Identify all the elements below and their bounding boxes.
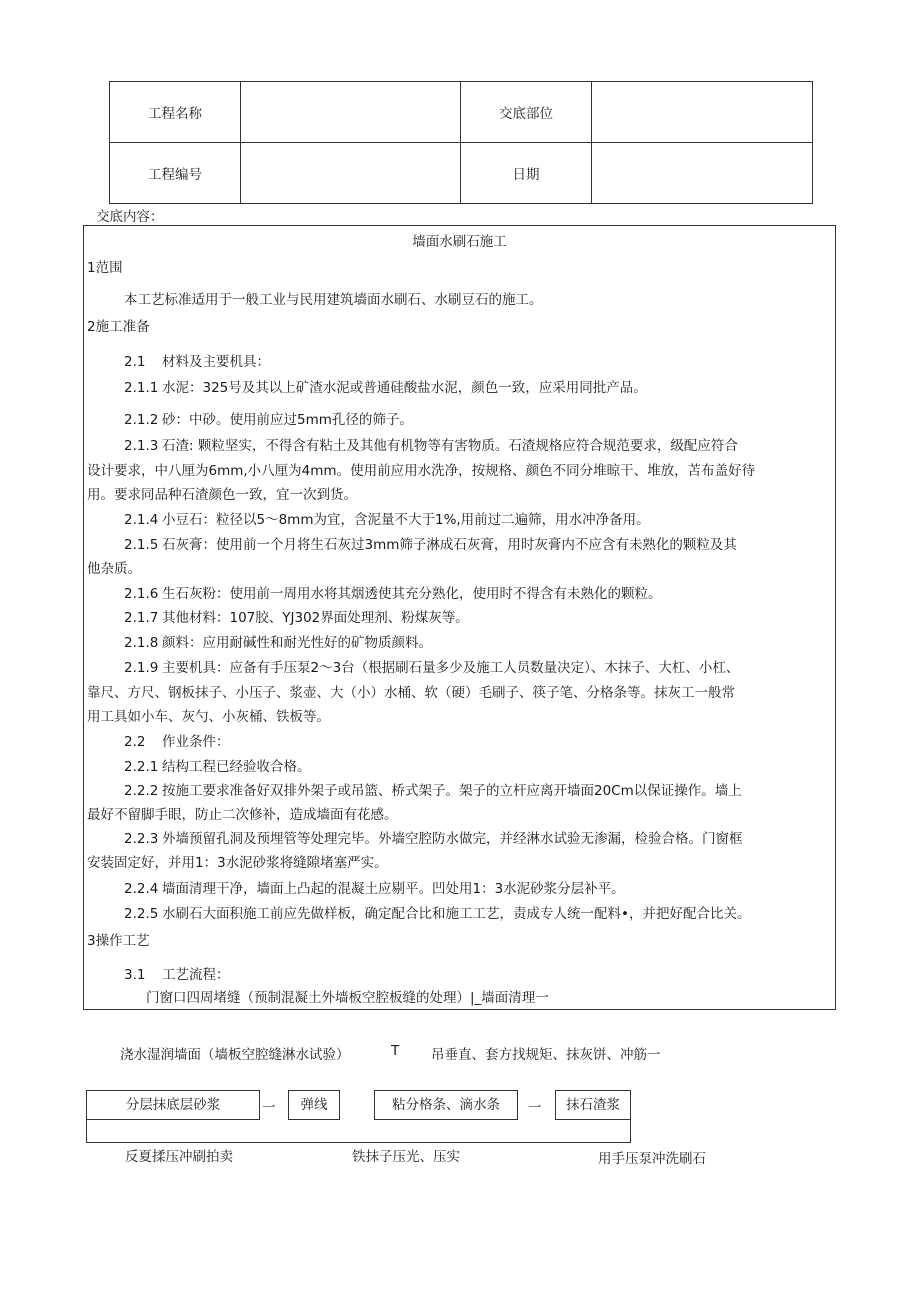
item-2-1-3-line3: 用。要求同品种石渣颜色一致，宜一次到货。 [87, 487, 357, 503]
header-table [109, 81, 813, 204]
item-text: 生石灰粉：使用前一周用水将其烟透使其充分熟化，使用时不得含有未熟化的颗粒。 [162, 586, 662, 602]
section-1-heading: 1范围 [87, 260, 123, 276]
flow-box-base-coat: 分层抹底层砂浆 [86, 1090, 260, 1120]
project-no-value [241, 143, 461, 204]
item-2-1-9 [124, 658, 739, 678]
project-no-label: 工程编号 [110, 143, 241, 204]
date-value [592, 143, 813, 204]
item-2-1-9-line3: 用工具如小车、灰勺、小灰桶、铁板等。 [87, 709, 330, 725]
item-text: 结构工程已经验收合格。 [162, 759, 311, 775]
item-number: 2.1.4 [124, 512, 159, 528]
item-2-2-2-line2: 最好不留脚手眼，防止二次修补，造成墙面有花感。 [87, 807, 398, 823]
item-number: 2.1.6 [124, 586, 159, 602]
item-2-2-5 [124, 904, 750, 924]
item-text: 水泥：325号及其以上矿渣水泥或普通硅酸盐水泥，颜色一致，应采用同批产品。 [162, 380, 647, 396]
flow-step-press: 反夏揉压冲刷拍卖 [125, 1149, 233, 1165]
section-2-heading: 2施工准备 [87, 319, 150, 335]
flow-box-snap-line: 弹线 [288, 1090, 340, 1120]
item-2-2-3 [124, 829, 743, 849]
item-text: 颜料：应用耐碱性和耐光性好的矿物质颜料。 [162, 635, 432, 651]
date-label: 日期 [461, 143, 592, 204]
item-number: 2.1 [124, 354, 146, 370]
flow-step-trowel: 铁抹子压光、压实 [352, 1149, 460, 1165]
item-number: 3.1 [124, 967, 146, 983]
doc-title: 墙面水刷石施工 [412, 234, 507, 250]
flow-dash: 一 [262, 1100, 276, 1116]
flow-arrow: T [391, 1043, 400, 1059]
flow-step-wet-wall: 浇水湿润墙面（墙板空腔缝淋水试验） [120, 1047, 350, 1063]
item-number: 2.1.3 [124, 438, 159, 454]
item-text: 墙面清理干净，墙面上凸起的混凝土应剔平。凹处用1：3水泥砂浆分层补平。 [162, 881, 625, 897]
item-2-2-1 [124, 757, 311, 777]
item-2-2-4 [124, 879, 625, 899]
item-number: 2.2 [124, 734, 146, 750]
item-text: 其他材料：107胶、YJ302界面处理剂、粉煤灰等。 [162, 610, 469, 626]
item-2-1-1 [124, 378, 647, 398]
item-number: 2.1.8 [124, 635, 159, 651]
flow-step-rinse: 用手压泵冲洗刷石 [598, 1151, 706, 1167]
project-name-label: 工程名称 [110, 82, 241, 143]
item-2-2-3-line2: 安装固定好，并用1：3水泥砂浆将缝隙堵塞严实。 [87, 855, 388, 871]
item-number: 2.1.2 [124, 412, 159, 428]
flow-box-grid-strips: 粘分格条、滴水条 [374, 1090, 518, 1120]
item-2-1-5-line2: 他杂质。 [87, 561, 141, 577]
content-label: 交底内容： [96, 209, 164, 225]
item-text: 外墙预留孔洞及预埋管等处理完毕。外墙空腔防水做完，并经淋水试验无渗漏，检验合格。门窗框 [162, 831, 743, 847]
item-3-1 [124, 965, 230, 985]
item-text: 工艺流程： [162, 967, 230, 983]
item-2-2 [124, 732, 230, 752]
item-text: 小豆石：粒径以5～8mm为宜，含泥量不大于1%,用前过二遍筛，用水冲净备用。 [162, 512, 650, 528]
item-text: 石灰膏：使用前一个月将生石灰过3mm筛子淋成石灰膏，用时灰膏内不应含有未熟化的颗粒及其 [162, 537, 737, 553]
item-text: 砂：中砂。使用前应过5mm孔径的筛子。 [162, 412, 413, 428]
item-2-1-4 [124, 510, 650, 530]
item-text: 材料及主要机具： [162, 354, 270, 370]
item-2-1-3 [124, 436, 738, 456]
item-number: 2.1.1 [124, 380, 159, 396]
section-1-text: 本工艺标准适用于一般工业与民用建筑墙面水刷石、水刷豆石的施工。 [124, 292, 543, 308]
project-name-value [241, 82, 461, 143]
item-number: 2.2.1 [124, 759, 159, 775]
item-number: 2.2.3 [124, 831, 159, 847]
item-text: 水刷石大面积施工前应先做样板，确定配合比和施工工艺，责成专人统一配料•，并把好配合比关。 [162, 906, 751, 922]
item-text: 主要机具：应备有手压泵2～3台（根据刷石量多少及施工人员数量决定）、木抹子、大杠、小杠、 [162, 660, 740, 676]
location-label: 交底部位 [461, 82, 592, 143]
item-number: 2.2.5 [124, 906, 159, 922]
item-number: 2.2.2 [124, 783, 159, 799]
flow-return-bracket [86, 1119, 631, 1143]
section-3-heading: 3操作工艺 [87, 933, 150, 949]
item-2-1-3-line2: 设计要求，中八厘为6mm,小八厘为4mm。使用前应用水洗净，按规格、颜色不同分堆晾干、堆放，苫布盖好待 [87, 463, 756, 479]
item-number: 2.1.7 [124, 610, 159, 626]
flow-dash: 一 [528, 1100, 542, 1116]
item-2-2-2 [124, 781, 742, 801]
item-number: 2.1.9 [124, 660, 159, 676]
flow-box-stone-slurry: 抹石渣浆 [555, 1090, 631, 1120]
item-2-1-7 [124, 608, 469, 628]
flow-step-plumb: 吊垂直、套方找规矩、抹灰饼、冲筋一 [431, 1047, 661, 1063]
item-number: 2.2.4 [124, 881, 159, 897]
item-2-1-8 [124, 633, 432, 653]
item-2-1-9-line2: 靠尺、方尺、钢板抹子、小压子、浆壶、大（小）水桶、软（硬）毛刷子、筷子笔、分格条等。抹灰工一般常 [87, 685, 735, 701]
item-2-1-6 [124, 584, 662, 604]
flow-line-1: 门窗口四周堵缝（预制混凝土外墙板空腔板缝的处理）|_墙面清理一 [146, 990, 549, 1006]
location-value [592, 82, 813, 143]
item-text: 按施工要求准备好双排外架子或吊篮、桥式架子。架子的立杆应离开墙面20Cm以保证操作。墙上 [162, 783, 742, 799]
item-text: 石渣: 颗粒坚实，不得含有粘土及其他有机物等有害物质。石渣规格应符合规范要求，级配应符合 [162, 438, 738, 454]
item-2-1 [124, 352, 270, 372]
item-number: 2.1.5 [124, 537, 159, 553]
item-text: 作业条件： [162, 734, 230, 750]
item-2-1-2 [124, 410, 413, 430]
item-2-1-5 [124, 535, 737, 555]
